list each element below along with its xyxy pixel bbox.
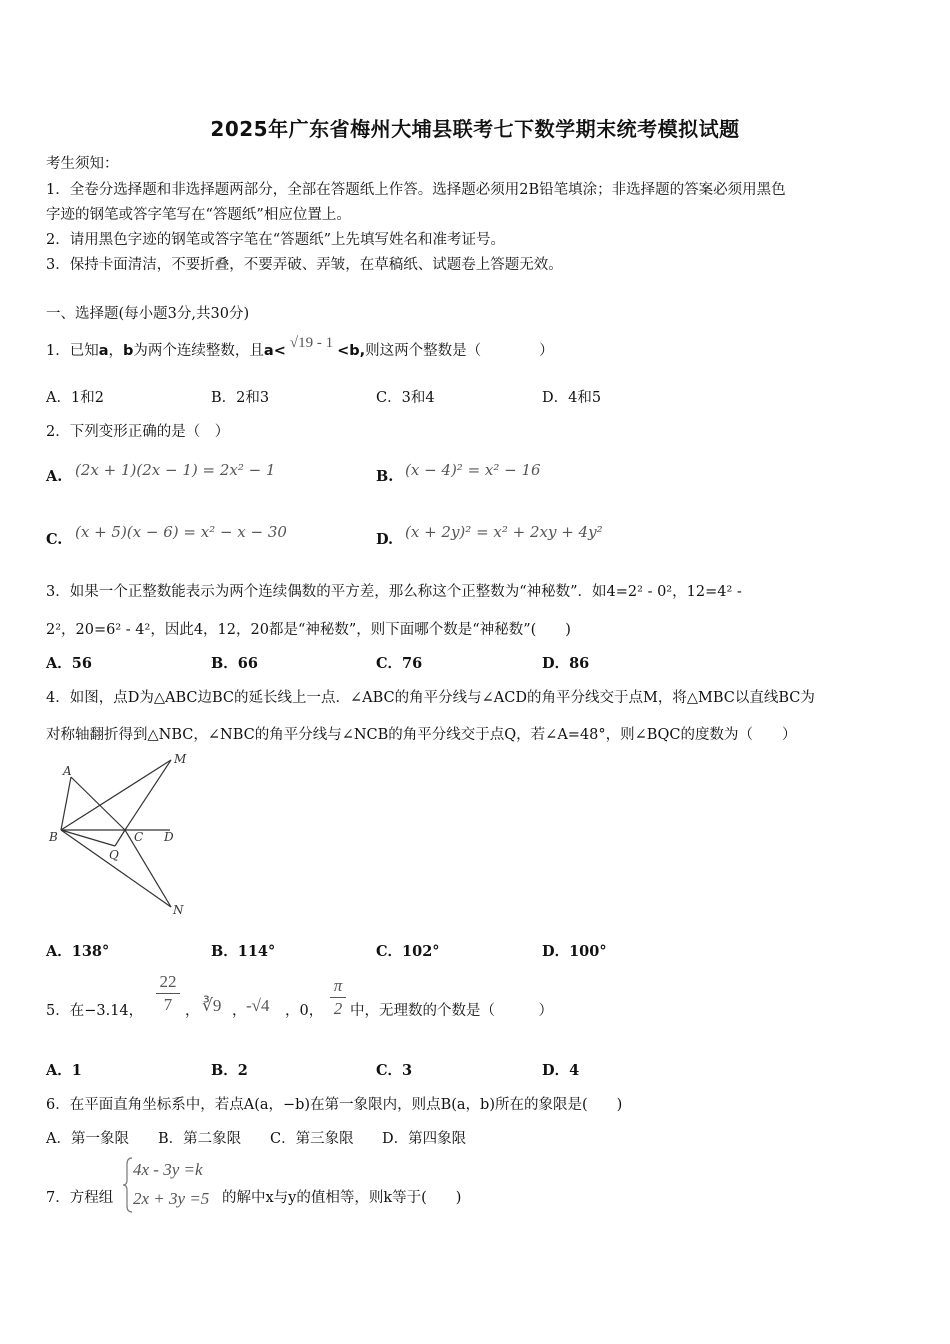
segment-qc [115, 830, 125, 846]
q4-option-b: B．114° [211, 943, 276, 960]
question-2: 2．下列变形正确的是（ ） [46, 424, 230, 440]
q2-expr-a: (2x + 1)(2x − 1) = 2x² − 1 [75, 461, 276, 479]
q1-gtb: <b, [337, 343, 366, 359]
q2-expr-b: (x − 4)² = x² − 16 [405, 461, 541, 479]
label-a: A [63, 764, 72, 778]
q5-sep1: ， [185, 1003, 200, 1019]
q7-prefix: 7．方程组 [46, 1190, 114, 1206]
q1-option-c: C．3和4 [376, 390, 435, 406]
q6-option-a: A．第一象限 [46, 1131, 129, 1147]
section-heading: 一、选择题(每小题3分,共30分) [46, 306, 250, 322]
q5-option-a: A．1 [46, 1062, 82, 1079]
q5-prefix: 5．在−3.14， [46, 1003, 144, 1019]
question-6: 6．在平面直角坐标系中，若点A(a，−b)在第一象限内，则点B(a，b)所在的象限是( ) [46, 1097, 623, 1113]
q5-fraction-22-7 [156, 972, 180, 1015]
label-c: C [134, 830, 144, 844]
q5-frac2-den: 2 [333, 999, 343, 1018]
label-q: Q [109, 848, 119, 862]
q1-comma: ， [108, 343, 124, 359]
q5-sep3: ，0， [285, 1003, 324, 1019]
q2-expr-d: (x + 2y)² = x² + 2xy + 4y² [405, 523, 603, 541]
question-3-line-2: 2²，20=6² - 4²，因此4，12，20都是“神秘数”，则下面哪个数是“神秘数”( ) [46, 622, 571, 638]
notice-line-1: 1．全卷分选择题和非选择题两部分，全部在答题纸上作答。选择题必须用2B铅笔填涂；非选择题的答案必须用黑色 [46, 182, 786, 198]
label-n: N [173, 903, 184, 917]
label-d: D [164, 830, 174, 844]
q1-suffix: 则这两个整数是（ ） [365, 343, 554, 359]
q1-alt: a< [263, 343, 286, 359]
q5-sep2: ， [232, 1003, 247, 1019]
segment-bn [61, 830, 171, 907]
segment-ba [61, 777, 71, 830]
segment-cm [125, 760, 171, 830]
q1-a: a [98, 343, 109, 359]
segment-ac [71, 777, 125, 830]
notice-line-2: 2．请用黑色字迹的钢笔或答字笔在“答题纸”上先填写姓名和准考证号。 [46, 232, 506, 248]
q4-option-c: C．102° [376, 943, 440, 960]
q1-option-d: D．4和5 [542, 390, 602, 406]
q6-option-c: C．第三象限 [270, 1131, 354, 1147]
q2-label-d: D. [376, 531, 394, 548]
label-m: M [174, 752, 187, 766]
q1-b: b [123, 343, 134, 359]
notice-line-1-cont: 字迹的钢笔或答字笔写在“答题纸”相应位置上。 [46, 207, 351, 223]
q6-option-d: D．第四象限 [382, 1131, 467, 1147]
q5-fraction-pi-2 [330, 976, 346, 1019]
q2-label-a: A. [46, 468, 63, 485]
q5-frac2-num: π [333, 976, 343, 995]
q1-sqrt: √19 - 1 [289, 335, 334, 351]
q1-prefix: 1．已知 [46, 343, 99, 359]
q5-suffix: 中，无理数的个数是（ ） [350, 1003, 553, 1019]
q3-option-b: B．66 [211, 655, 258, 672]
q1-option-b: B．2和3 [211, 390, 270, 406]
q3-option-c: C．76 [376, 655, 423, 672]
q5-option-b: B．2 [211, 1062, 248, 1079]
q7-eq1: 4x - 3y =k [133, 1160, 203, 1179]
question-3-line-1: 3．如果一个正整数能表示为两个连续偶数的平方差，那么称这个正整数为“神秘数”．如4=2² - 0²，12=4² - [46, 584, 742, 600]
q7-eq2: 2x + 3y =5 [133, 1189, 210, 1208]
segment-bq [61, 830, 115, 846]
q5-frac1-num: 22 [159, 972, 177, 991]
q6-option-b: B．第二象限 [158, 1131, 242, 1147]
q1-mid: 为两个连续整数，且 [133, 343, 264, 359]
question-1 [46, 335, 554, 360]
question-4-line-1: 4．如图，点D为△ABC边BC的延长线上一点．∠ABC的角平分线与∠ACD的角平分线交于点M，将△MBC以直线BC为 [46, 690, 815, 706]
q4-option-a: A．138° [46, 943, 110, 960]
page-title: 2025年广东省梅州大埔县联考七下数学期末统考模拟试题 [210, 117, 740, 141]
q1-option-a: A．1和2 [46, 390, 104, 406]
q3-option-d: D．86 [542, 655, 590, 672]
q2-expr-c: (x + 5)(x − 6) = x² − x − 30 [75, 523, 287, 541]
notice-line-3: 3．保持卡面清洁，不要折叠，不要弄破、弄皱，在草稿纸、试题卷上答题无效。 [46, 257, 563, 273]
q4-option-d: D．100° [542, 943, 607, 960]
notice-heading: 考生须知： [46, 156, 119, 172]
q5-negsqrt: -√4 [246, 996, 270, 1015]
geometry-figure [40, 750, 210, 925]
q5-frac1-den: 7 [163, 995, 173, 1014]
segment-bm [61, 760, 171, 830]
q3-option-a: A．56 [46, 655, 92, 672]
q5-cbrt: ∛9 [202, 996, 222, 1015]
question-4-line-2: 对称轴翻折得到△NBC，∠NBC的角平分线与∠NCB的角平分线交于点Q，若∠A=48°，则∠BQC的度数为（ ） [46, 727, 797, 743]
q7-suffix: 的解中x与y的值相等，则k等于( ) [222, 1190, 462, 1206]
label-b: B [49, 830, 58, 844]
q5-option-d: D．4 [542, 1062, 580, 1079]
q2-label-b: B. [376, 468, 394, 485]
q5-option-c: C．3 [376, 1062, 413, 1079]
q2-label-c: C. [46, 531, 63, 548]
